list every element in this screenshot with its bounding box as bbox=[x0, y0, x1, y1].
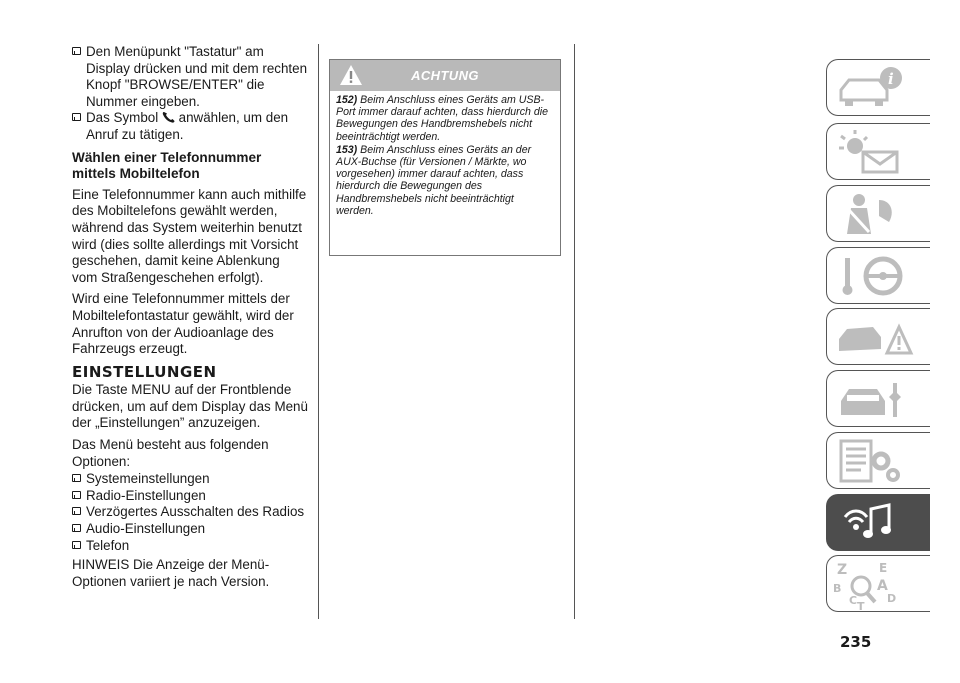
multimedia-icon bbox=[827, 495, 931, 552]
bullet-icon bbox=[72, 47, 81, 55]
svg-text:A: A bbox=[877, 578, 888, 594]
warning-header bbox=[330, 60, 560, 91]
warning-item bbox=[336, 94, 554, 143]
column-divider bbox=[318, 44, 319, 619]
tab-maintenance[interactable] bbox=[826, 370, 930, 427]
svg-text:E: E bbox=[879, 561, 888, 575]
column-divider bbox=[574, 44, 575, 619]
tab-car-info[interactable] bbox=[826, 59, 930, 116]
option-text: Verzögertes Ausschalten des Radios bbox=[86, 504, 305, 520]
warning-item bbox=[336, 144, 554, 217]
list-item bbox=[72, 538, 308, 555]
tab-multimedia[interactable] bbox=[826, 494, 930, 551]
svg-text:Z: Z bbox=[837, 562, 848, 578]
list-item bbox=[72, 521, 308, 538]
paragraph: Die Taste MENU auf der Frontblende drücken, um auf dem Display das Menü der „Einstellungen” anzuzeigen. bbox=[72, 382, 308, 431]
bullet-icon bbox=[72, 524, 81, 532]
car-accident-icon bbox=[827, 309, 931, 366]
bullet-icon bbox=[72, 474, 81, 482]
warning-box bbox=[329, 59, 561, 256]
option-text: Audio-Einstellungen bbox=[86, 521, 206, 537]
tab-emergency[interactable] bbox=[826, 308, 930, 365]
tab-index[interactable] bbox=[826, 555, 930, 612]
tab-technical-data[interactable] bbox=[826, 432, 930, 489]
warning-text: Beim Anschluss eines Geräts an der AUX-Buchse (für Versionen / Märkte, wo vorgesehen) immer darauf achten, dass hierdurch die Bewegungen des Handbremshebels nicht beeinträchtigt werden. bbox=[336, 143, 532, 217]
car-maintenance-icon bbox=[827, 371, 931, 428]
main-column bbox=[72, 44, 308, 595]
technical-data-icon bbox=[827, 433, 931, 490]
tab-starting-driving[interactable] bbox=[826, 247, 930, 304]
paragraph: Das Menü besteht aus folgenden Optionen: bbox=[72, 437, 269, 469]
bullet-text: Den Menüpunkt "Tastatur" am Display drücken und mit dem rechten Knopf "BROWSE/ENTER" die Nummer eingeben. bbox=[86, 44, 308, 109]
list-item bbox=[72, 504, 308, 521]
paragraph: Wird eine Telefonnummer mittels der Mobiltelefontastatur gewählt, wird der Anrufton von der Audioanlage des Fahrzeugs erzeugt. bbox=[72, 291, 294, 357]
subsection-title: Wählen einer Telefonnummer mittels Mobiltelefon bbox=[72, 149, 262, 182]
bullet-icon bbox=[72, 113, 81, 121]
note-paragraph: HINWEIS Die Anzeige der Menü-Optionen variiert je nach Version. bbox=[72, 557, 270, 589]
list-item bbox=[72, 110, 308, 143]
warning-body bbox=[330, 91, 560, 217]
car-info-icon bbox=[827, 60, 931, 117]
section-title: EINSTELLUNGEN bbox=[72, 362, 217, 381]
page-number: 235 bbox=[840, 633, 872, 651]
svg-text:i: i bbox=[888, 70, 894, 88]
svg-text:C: C bbox=[849, 594, 858, 607]
paragraph: Eine Telefonnummer kann auch mithilfe des Mobiltelefons gewählt werden, während das System weiterhin benutzt wird (dies sollte allerdings mit Vorsicht geschehen, damit keine Ablenkung vom Straßengeschehen erfolgt). bbox=[72, 186, 307, 285]
bullet-icon bbox=[72, 507, 81, 515]
warning-text: Beim Anschluss eines Geräts am USB-Port immer darauf achten, dass hierdurch die Bewegungen des Handbremshebels nicht beeinträchtigt werden. bbox=[336, 94, 548, 143]
index-az-icon bbox=[827, 556, 931, 613]
footnote-number: 152) bbox=[336, 94, 358, 106]
option-text: Radio-Einstellungen bbox=[86, 487, 206, 503]
option-text: Telefon bbox=[86, 537, 130, 553]
bullet-icon bbox=[72, 491, 81, 499]
svg-text:B: B bbox=[833, 582, 842, 595]
warning-light-envelope-icon bbox=[827, 124, 931, 181]
list-item bbox=[72, 44, 308, 110]
option-text: Systemeinstellungen bbox=[86, 471, 210, 487]
svg-text:D: D bbox=[887, 592, 897, 605]
svg-text:T: T bbox=[857, 600, 865, 613]
bullet-icon bbox=[72, 541, 81, 549]
warning-title: ACHTUNG bbox=[411, 68, 479, 83]
tab-warning-lights[interactable] bbox=[826, 123, 930, 180]
seatbelt-airbag-icon bbox=[827, 186, 931, 243]
footnote-number: 153) bbox=[336, 143, 358, 156]
list-item bbox=[72, 488, 308, 505]
key-steering-wheel-icon bbox=[827, 248, 931, 305]
list-item bbox=[72, 471, 308, 488]
phone-icon bbox=[162, 111, 175, 123]
bullet-text: Das Symbol anwählen, um den Anruf zu tätigen. bbox=[86, 110, 289, 142]
tab-safety[interactable] bbox=[826, 185, 930, 242]
